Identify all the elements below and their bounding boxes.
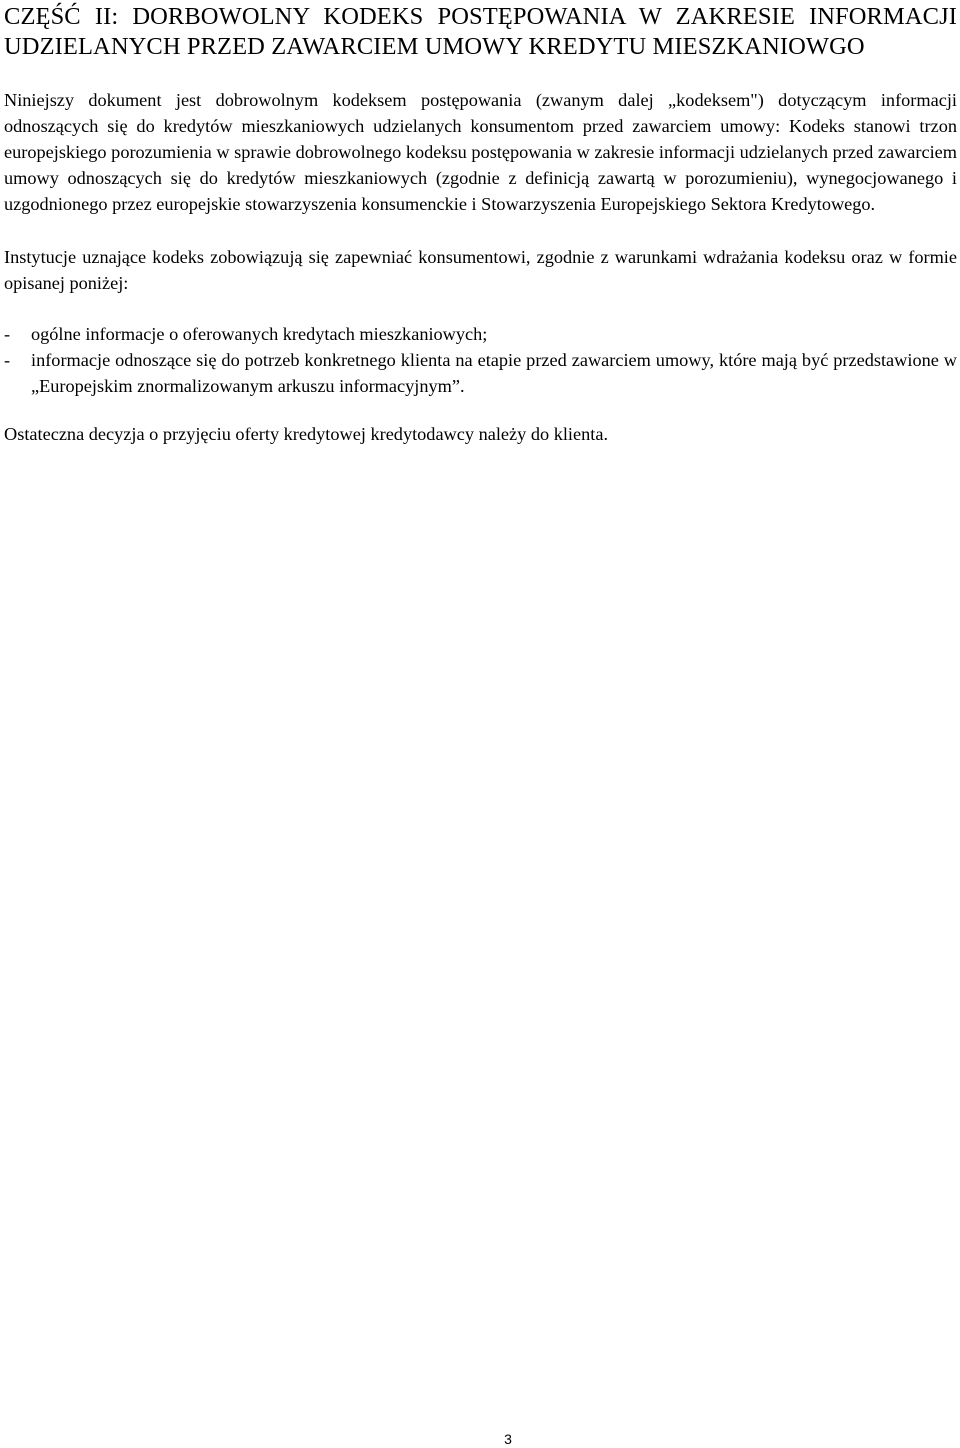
list-bullet: - (4, 350, 11, 370)
document-heading: CZĘŚĆ II: DORBOWOLNY KODEKS POSTĘPOWANIA W ZAKRESIE INFORMACJI UDZIELANYCH PRZED ZAWARCIEM UMOWY KREDYTU MIESZKANIOWGO (4, 3, 957, 60)
list-item-text: ogólne informacje o oferowanych kredytach mieszkaniowych; (31, 324, 488, 344)
document-page (4, 0, 957, 447)
list-item (4, 347, 957, 399)
information-list (4, 321, 957, 399)
list-item (4, 321, 957, 347)
intro-paragraph: Niniejszy dokument jest dobrowolnym kodeksem postępowania (zwanym dalej „kodeksem") dotyczącym informacji odnoszących się do kredytów mieszkaniowych udzielanych konsumentom przed zawarciem umowy: Kodeks stanowi trzon europejskiego porozumienia w sprawie dobrowolnego kodeksu postępowania w zakresie informacji udzielanych przed zawarciem umowy odnoszących się do kredytów mieszkaniowych (zgodnie z definicją zawartą w porozumieniu), wynegocjowanego i uzgodnionego przez europejskie stowarzyszenia konsumenckie i Stowarzyszenia Europejskiego Sektora Kredytowego. (4, 90, 957, 214)
page-number: 3 (504, 1431, 512, 1447)
final-paragraph: Ostateczna decyzja o przyjęciu oferty kredytowej kredytodawcy należy do klienta. (4, 424, 609, 444)
list-item-text: informacje odnoszące się do potrzeb konkretnego klienta na etapie przed zawarciem umowy, które mają być przedstawione w „Europejskim znormalizowanym arkuszu informacyjnym”. (31, 350, 957, 396)
list-bullet: - (4, 324, 11, 344)
commitment-paragraph: Instytucje uznające kodeks zobowiązują się zapewniać konsumentowi, zgodnie z warunkami wdrażania kodeksu oraz w formie opisanej poniżej: (4, 247, 957, 293)
